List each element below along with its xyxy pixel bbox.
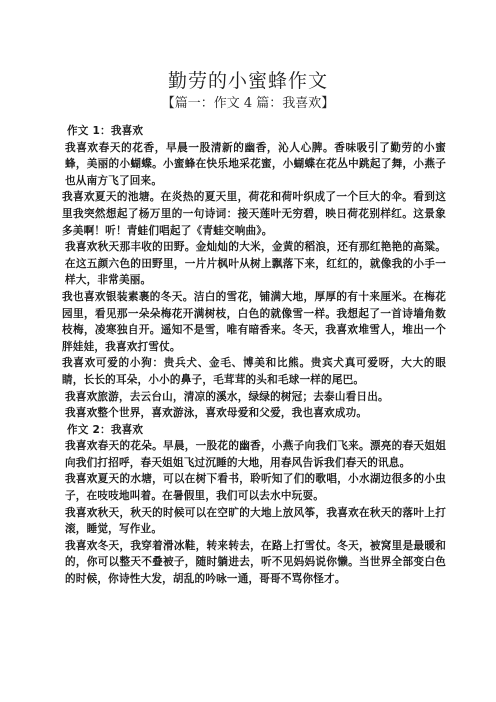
page-subtitle: 【篇一：作文 4 篇：我喜欢】 xyxy=(161,96,335,111)
page-title: 勤劳的小蜜蜂作文 xyxy=(167,70,328,92)
paragraph: 我也喜欢银装素裹的冬天。洁白的雪花，铺满大地，厚厚的有十来厘米。在梅花园里，看见那一朵朵梅花开满树枝，白色的就像雪一样。我想起了一首诗墙角数枝梅，凌寒独自开。遥知不是雪，唯有暗香来。冬天，我喜欢堆雪人，堆出一个胖娃娃，我喜欢打雪仗。 xyxy=(62,290,446,353)
essay-heading: 作文 1：我喜欢 xyxy=(67,125,144,137)
paragraph: 我喜欢秋天，秋天的时候可以在空旷的大地上放风筝，我喜欢在秋天的落叶上打滚，睡觉，写作业。 xyxy=(65,506,446,536)
paragraph: 我喜欢春天的花香，早晨一股清新的幽香，沁人心脾。香味吸引了勤劳的小蜜蜂，美丽的小蝴蝶。小蜜蜂在快乐地采花蜜，小蝴蝶在花丛中跳起了舞，小燕子也从南方飞了回来。 xyxy=(65,141,446,187)
paragraph: 我喜欢秋天那丰收的田野。金灿灿的大米，金黄的稻浪，还有那红艳艳的高粱。在这五颜六色的田野里，一片片枫叶从树上飘落下来，红红的，就像我的小手一样大，非常美丽。 xyxy=(65,241,446,287)
paragraph: 我喜欢可爱的小狗：贵兵犬、金毛、博美和比熊。贵宾犬真可爱呀，大大的眼睛，长长的耳朵，小小的鼻子，毛茸茸的头和毛球一样的尾巴。 xyxy=(62,357,446,386)
paragraph: 我喜欢旅游，去云台山，清凉的溪水，绿绿的树冠；去泰山看日出。 xyxy=(65,390,389,403)
paragraph: 我喜欢夏天的池塘。在炎热的夏天里，荷花和荷叶织成了一个巨大的伞。看到这里我突然想起了杨万里的一句诗词：接天莲叶无穷碧，映日荷花别样红。这景象多美啊！听！青蛙们唱起了《青蛙交响曲》。 xyxy=(62,191,446,237)
paragraph: 我喜欢整个世界，喜欢游泳，喜欢母爱和父爱，我也喜欢成功。 xyxy=(65,407,368,420)
paragraph: 我喜欢冬天，我穿着滑冰鞋，转来转去，在路上打雪仗。冬天，被窝里是最暖和的，你可以整天不叠被子，随时躺进去，听不见妈妈说你懒。当世界全部变白色的时候，你诗性大发，胡乱的吟咏一通，哥哥不骂你怪才。 xyxy=(65,539,446,586)
paragraph: 我喜欢夏天的水塘，可以在树下看书，聆听知了们的歌唱，小水湖边很多的小虫子，在吱吱地叫着。在暑假里，我们可以去水中玩耍。 xyxy=(65,473,446,503)
document-body xyxy=(60,123,446,588)
essay-heading: 作文 2：我喜欢 xyxy=(67,423,144,436)
paragraph: 我喜欢春天的花朵。早晨，一股花的幽香，小燕子向我们飞来。漂亮的春天姐姐向我们打招呼，春天姐姐飞过沉睡的大地，用春风告诉我们春天的讯息。 xyxy=(65,440,446,469)
